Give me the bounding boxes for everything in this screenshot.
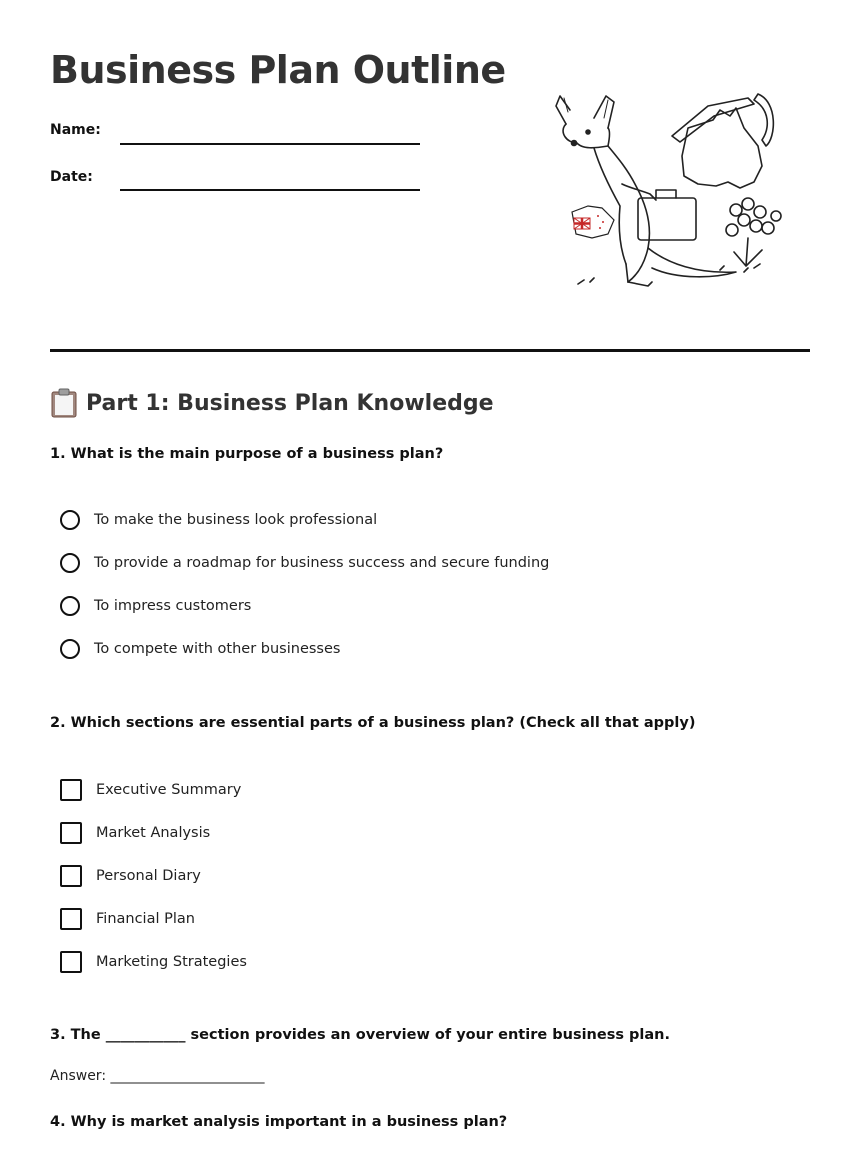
name-label: Name: [50,122,101,138]
question-4: 4. Why is market analysis important in a business plan? [50,1114,508,1130]
q1-option-4[interactable] [60,639,340,659]
option-label: Market Analysis [96,825,211,841]
question-1: 1. What is the main purpose of a business plan? [50,446,444,462]
q2-option-2[interactable] [60,822,210,844]
option-label: To compete with other businesses [94,641,341,657]
radio-button[interactable] [60,596,80,616]
option-label: To provide a roadmap for business success and secure funding [94,555,550,571]
question-3: 3. The ___________ section provides an overview of your entire business plan. [50,1027,670,1043]
checkbox[interactable] [60,908,82,930]
date-label: Date: [50,169,93,185]
kangaroo-with-briefcase-illustration [548,88,798,298]
clipboard-icon [50,388,78,418]
page-title: Business Plan Outline [50,48,506,92]
checkbox[interactable] [60,822,82,844]
q3-answer-field[interactable]: Answer: ______________________ [50,1068,265,1084]
option-label: To impress customers [94,598,252,614]
radio-button[interactable] [60,639,80,659]
q2-option-4[interactable] [60,908,195,930]
option-label: Personal Diary [96,868,201,884]
q1-option-3[interactable] [60,596,251,616]
part1-heading [50,388,494,418]
radio-button[interactable] [60,510,80,530]
option-label: To make the business look professional [94,512,378,528]
checkbox[interactable] [60,951,82,973]
question-2: 2. Which sections are essential parts of a business plan? (Check all that apply) [50,715,696,731]
q2-option-3[interactable] [60,865,201,887]
q2-option-1[interactable] [60,779,241,801]
option-label: Marketing Strategies [96,954,247,970]
q2-option-5[interactable] [60,951,247,973]
section-divider [50,349,810,352]
name-field[interactable] [120,143,420,145]
checkbox[interactable] [60,865,82,887]
option-label: Executive Summary [96,782,242,798]
checkbox[interactable] [60,779,82,801]
q1-option-2[interactable] [60,553,549,573]
option-label: Financial Plan [96,911,195,927]
radio-button[interactable] [60,553,80,573]
q1-option-1[interactable] [60,510,377,530]
date-field[interactable] [120,189,420,191]
part1-heading-text: Part 1: Business Plan Knowledge [86,390,494,416]
